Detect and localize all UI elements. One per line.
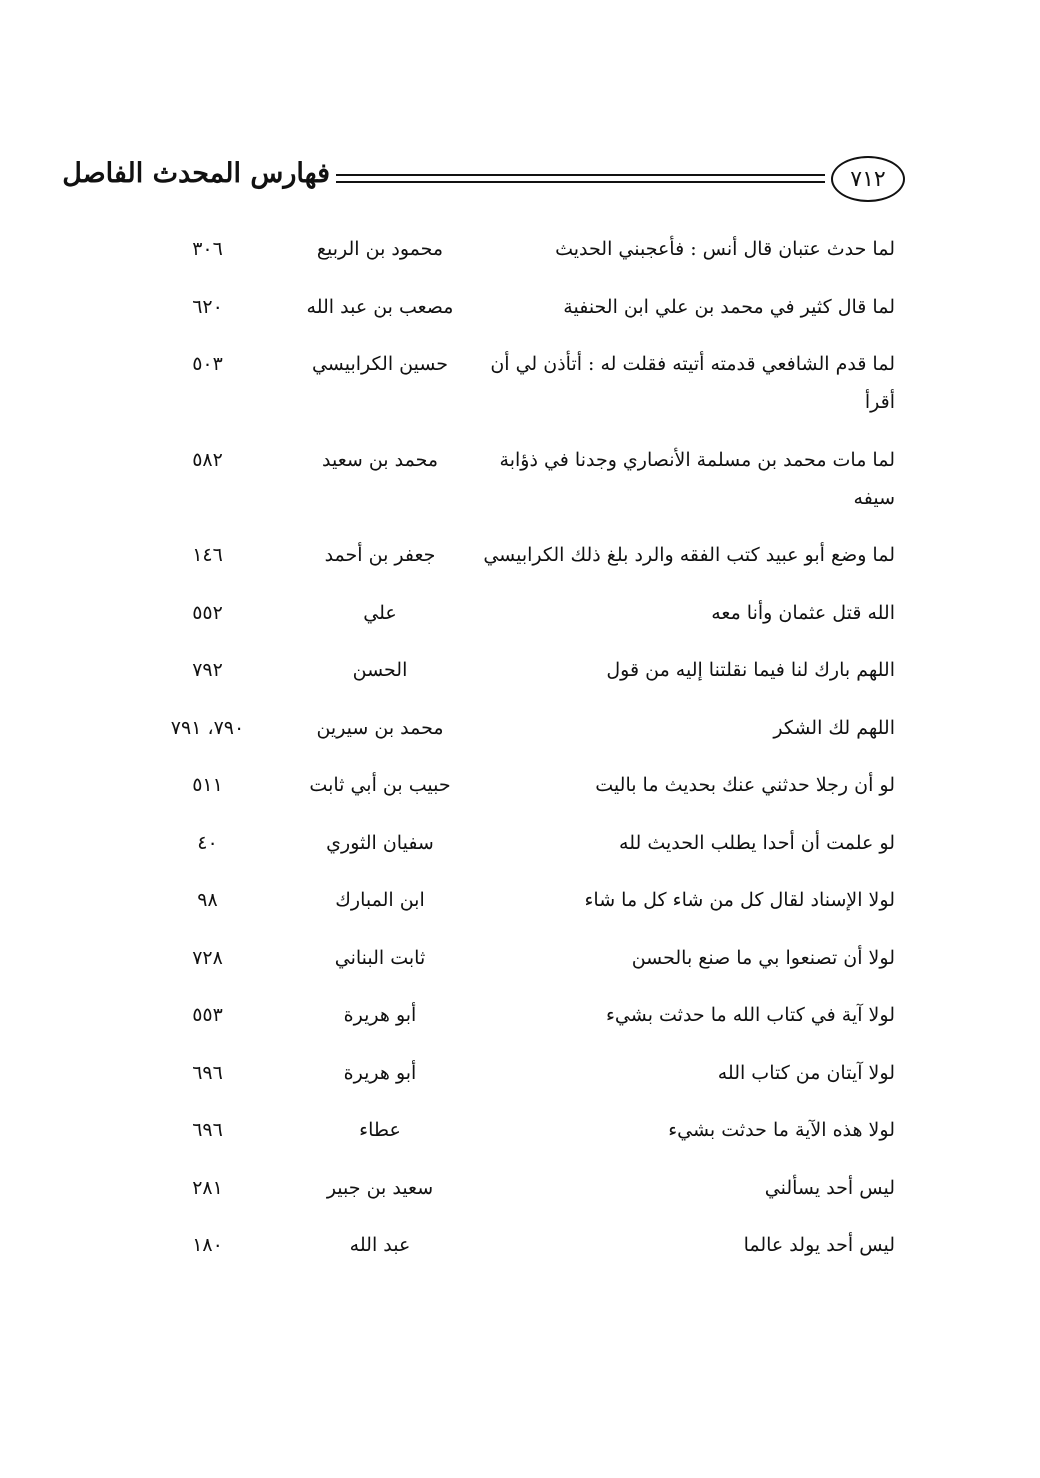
page-reference: ١٨٠ xyxy=(192,1234,223,1256)
page-reference: ٥٥٣ xyxy=(192,1004,223,1026)
header-rule-top xyxy=(336,174,825,176)
index-row xyxy=(130,709,895,747)
index-row xyxy=(130,881,895,919)
page-reference: ١٤٦ xyxy=(192,544,223,566)
page-reference: ٥٠٣ xyxy=(192,353,223,375)
page-reference: ٤٠ xyxy=(197,831,218,854)
narrator-name: محمد بن سيرين xyxy=(316,716,444,739)
index-row xyxy=(130,651,895,689)
narrator-name: الحسن xyxy=(352,659,408,681)
narrator-name: ابن المبارك xyxy=(335,889,425,911)
index-row xyxy=(130,1169,895,1207)
page-reference: ٦٩٦ xyxy=(192,1119,223,1141)
page-number: ٧١٢ xyxy=(831,156,905,202)
entry-text: لما قال كثير في محمد بن علي ابن الحنفية xyxy=(563,295,895,318)
page-reference: ٥١١ xyxy=(192,774,223,796)
index-row xyxy=(130,594,895,632)
page-reference: ٥٨٢ xyxy=(192,448,223,471)
narrator-name: مصعب بن عبد الله xyxy=(306,295,454,318)
page-reference: ٥٥٢ xyxy=(192,601,223,624)
entry-text: لولا هذه الآية ما حدثت بشيء xyxy=(668,1119,895,1141)
index-row xyxy=(130,441,895,517)
entry-text: ليس أحد يسألني xyxy=(764,1176,895,1199)
page-reference: ٦٩٦ xyxy=(192,1061,223,1084)
entry-text: لولا الإسناد لقال كل من شاء كل ما شاء xyxy=(584,889,895,911)
entry-text: لولا أن تصنعوا بي ما صنع بالحسن xyxy=(631,946,895,969)
index-row xyxy=(130,1111,895,1149)
narrator-name: أبو هريرة xyxy=(343,1061,417,1084)
narrator-name: عبد الله xyxy=(349,1234,411,1256)
narrator-name: حسين الكرابيسي xyxy=(311,353,449,375)
narrator-name: عطاء xyxy=(359,1119,401,1141)
page-reference: ٣٠٦ xyxy=(192,238,223,260)
index-row xyxy=(130,996,895,1034)
index-row xyxy=(130,766,895,804)
entry-text: لو علمت أن أحدا يطلب الحديث لله xyxy=(619,831,895,854)
page-reference: ٩٨ xyxy=(197,889,218,911)
narrator-name: علي xyxy=(363,601,397,624)
narrator-name: محمد بن سعيد xyxy=(321,448,439,471)
entry-text: اللهم بارك لنا فيما نقلتنا إليه من قول xyxy=(606,659,895,681)
narrator-name: حبيب بن أبي ثابت xyxy=(309,774,451,796)
page-reference: ٧٢٨ xyxy=(192,946,223,969)
narrator-name: أبو هريرة xyxy=(343,1004,417,1026)
entry-text: اللهم لك الشكر xyxy=(773,716,895,739)
index-row xyxy=(130,536,895,574)
entry-text: لما وضع أبو عبيد كتب الفقه والرد بلغ ذلك الكرابيسي xyxy=(483,544,895,566)
page-reference: ٢٨١ xyxy=(192,1176,223,1199)
index-row xyxy=(130,345,895,421)
entry-text: لو أن رجلا حدثني عنك بحديث ما باليت xyxy=(595,774,895,796)
entry-text: لولا آية في كتاب الله ما حدثت بشيء xyxy=(605,1004,895,1026)
index-row xyxy=(130,1226,895,1264)
index-row xyxy=(130,824,895,862)
index-row xyxy=(130,288,895,326)
entry-text: لولا آيتان من كتاب الله xyxy=(717,1061,895,1084)
narrator-name: محمود بن الربيع xyxy=(316,238,444,260)
running-title: فهارس المحدث الفاصل xyxy=(62,158,330,189)
narrator-name: ثابت البناني xyxy=(334,946,426,969)
narrator-name: جعفر بن أحمد xyxy=(324,544,436,566)
entry-text: الله قتل عثمان وأنا معه xyxy=(711,601,895,624)
index-row xyxy=(130,230,895,268)
entry-text: ليس أحد يولد عالما xyxy=(743,1234,895,1256)
index-table xyxy=(130,230,895,1284)
narrator-name: سفيان الثوري xyxy=(326,831,434,854)
entry-text: لما حدث عتبان قال أنس : فأعجبني الحديث xyxy=(555,238,895,260)
page-reference: ٧٩٢ xyxy=(192,659,223,681)
index-row xyxy=(130,1054,895,1092)
page-reference: ٧٩٠، ٧٩١ xyxy=(170,716,245,739)
header-rule-bottom xyxy=(336,181,825,183)
narrator-name: سعيد بن جبير xyxy=(326,1176,434,1199)
entry-text: لما قدم الشافعي قدمته أتيته فقلت له : أتأذن لي أن أقرأ xyxy=(490,353,895,413)
page-header xyxy=(62,154,905,208)
entry-text: لما مات محمد بن مسلمة الأنصاري وجدنا في ذؤابة سيفه xyxy=(499,448,895,509)
page-reference: ٦٢٠ xyxy=(192,295,223,318)
index-row xyxy=(130,939,895,977)
